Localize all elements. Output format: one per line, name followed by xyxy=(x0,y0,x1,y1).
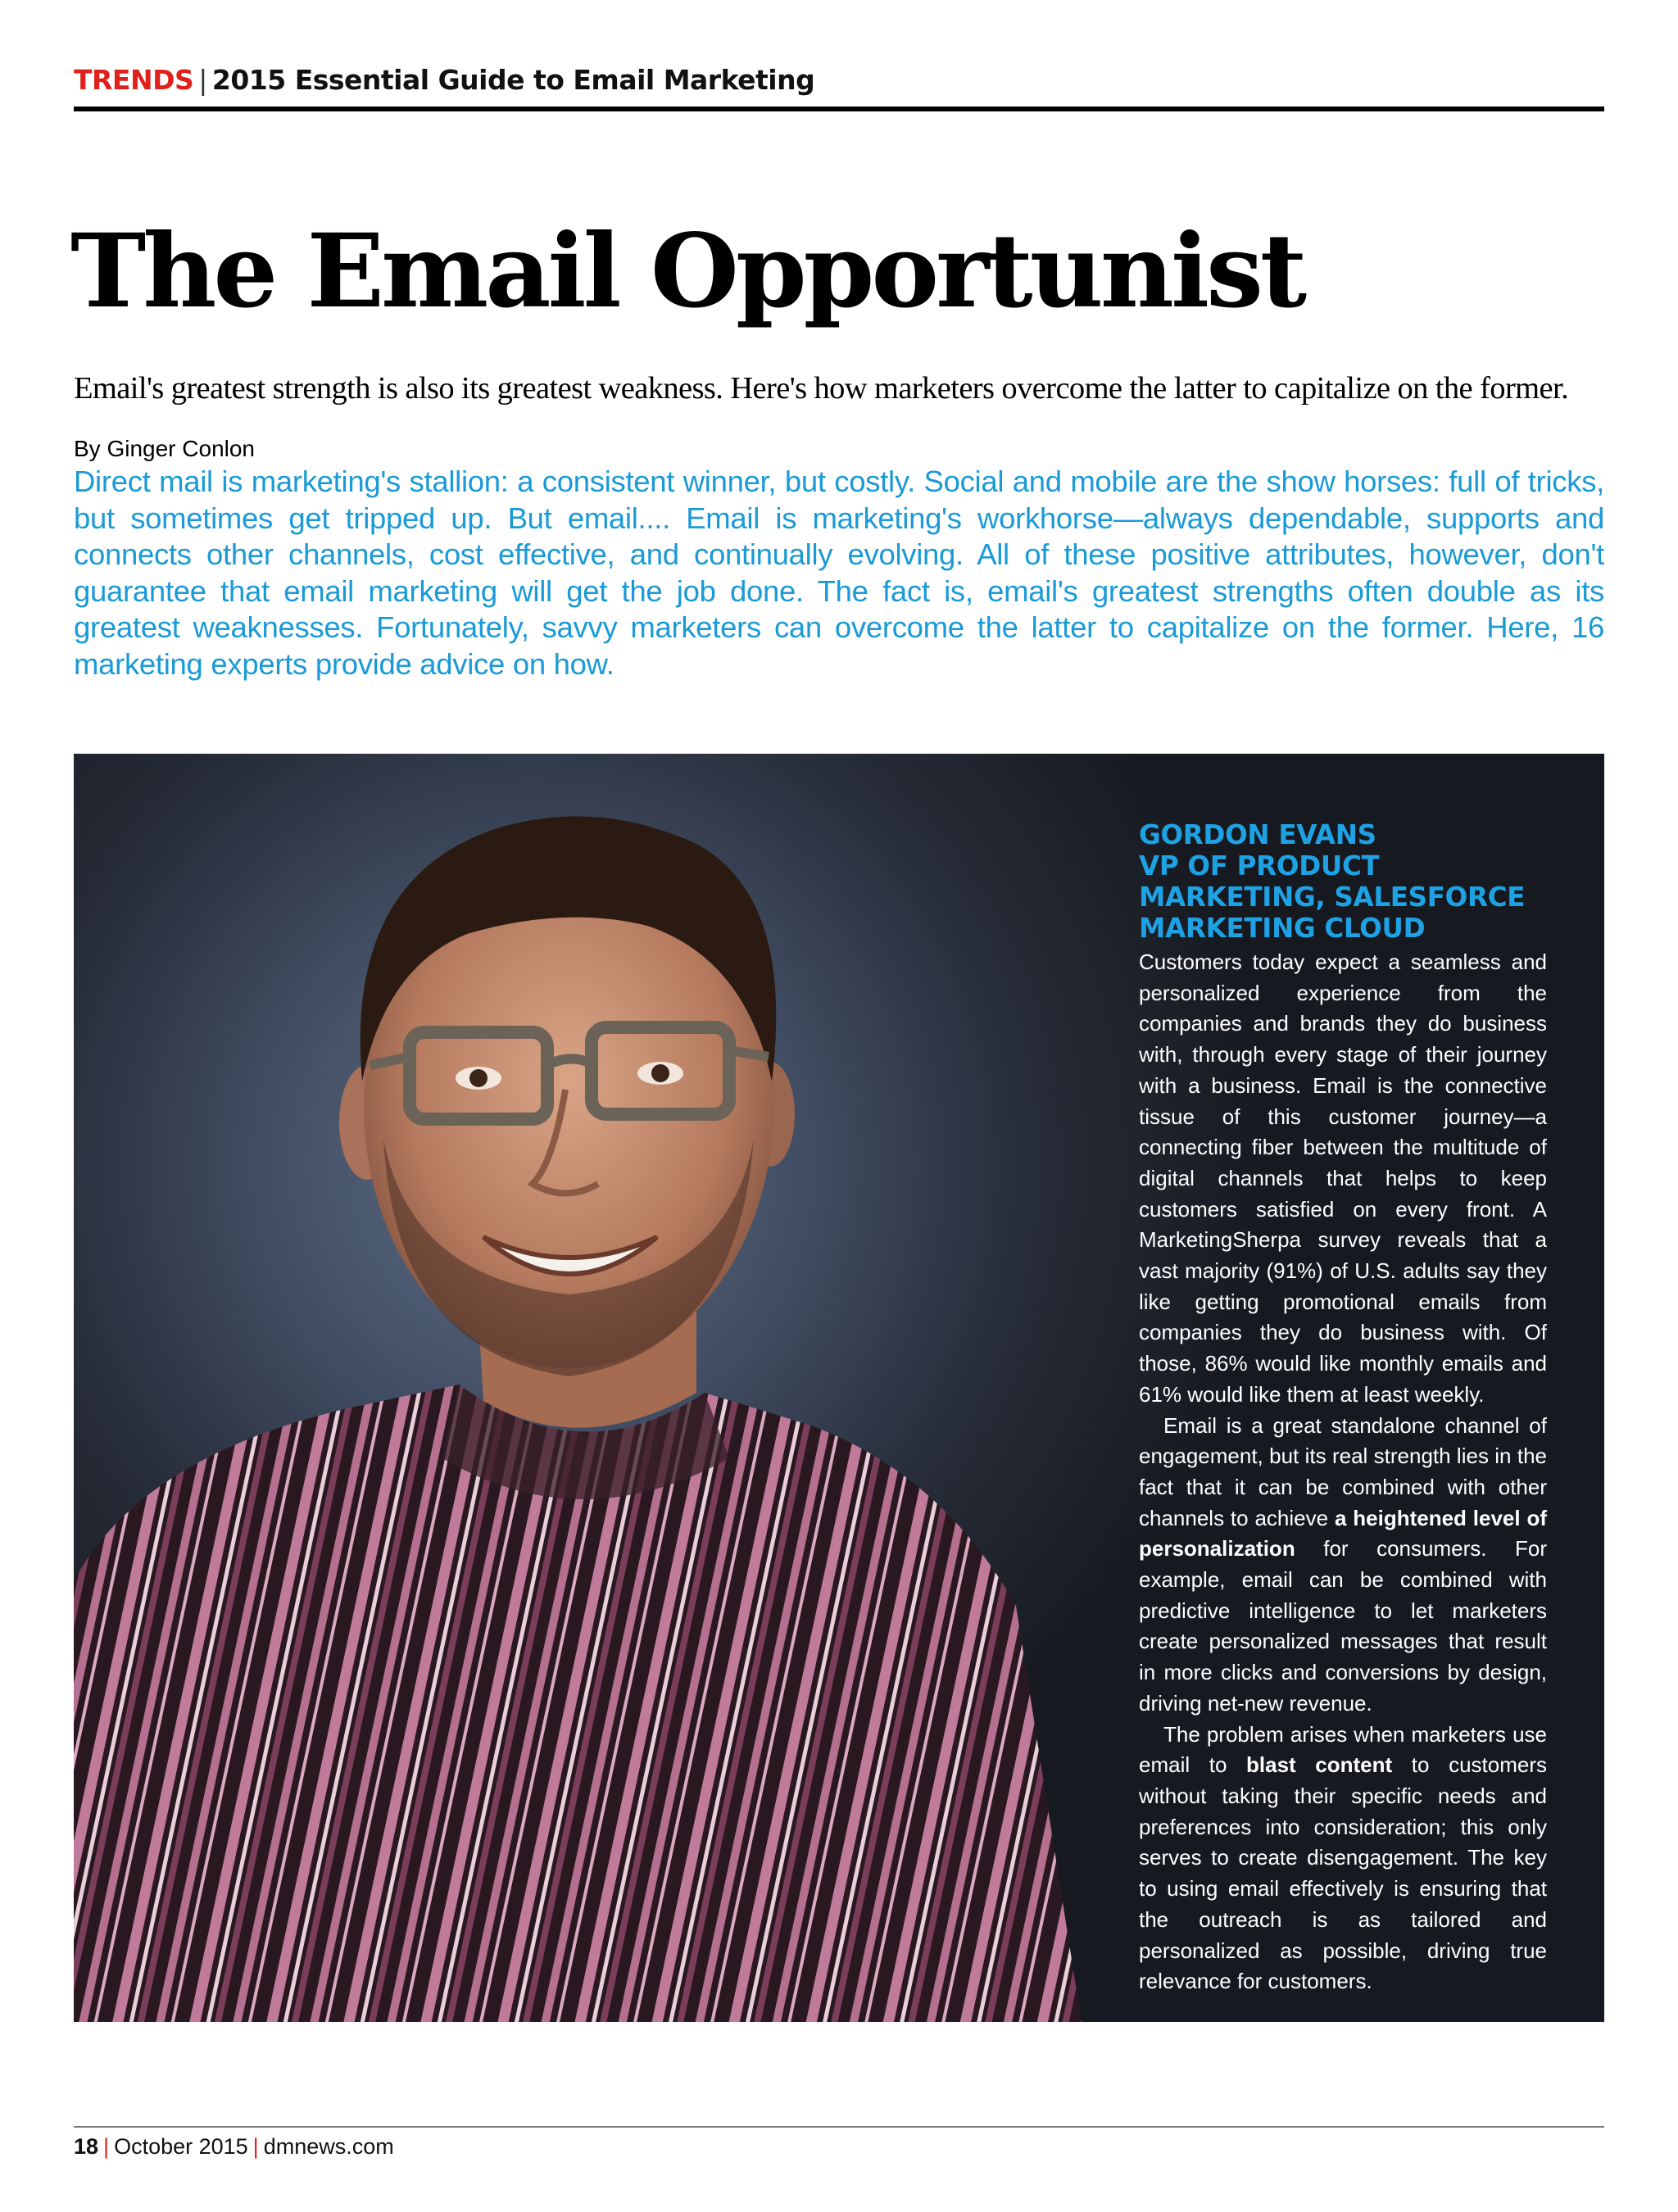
page-number: 18 xyxy=(74,2134,99,2159)
expert-role-line-2: MARKETING, SALESFORCE xyxy=(1139,882,1526,913)
footer-separator: | xyxy=(252,2134,259,2159)
quote-paragraph-3 xyxy=(1139,1720,1547,1997)
photo-panel xyxy=(74,754,1604,2022)
issue-date: October 2015 xyxy=(114,2134,248,2159)
quote-text: The problem arises when marketers use email to xyxy=(1139,1721,1547,1778)
header-rule xyxy=(74,107,1604,111)
running-header xyxy=(74,64,1604,96)
quote-text: for consumers. For example, email can be combined with predictive intelligence to let marketers create personalized messages that result in more clicks and conversions by design, driving net-new revenue. xyxy=(1139,1536,1547,1716)
expert-role-line-1: VP OF PRODUCT xyxy=(1139,850,1380,882)
article-title: The Email Opportunist xyxy=(70,212,1304,331)
quote-paragraph-2 xyxy=(1139,1411,1547,1720)
quote-emphasis: a heightened level of personalization xyxy=(1139,1505,1547,1562)
intro-paragraph: Direct mail is marketing's stallion: a consistent winner, but costly. Social and mobile are the show horses: full of tricks, but sometimes get tripped up. But email.... Email is marketing's workhorse—always dependable, supports and connects other channels, cost effective, and continually evolving. All of these positive attributes, however, don't guarantee that email marketing will get the job done. The fact is, email's greatest strengths often double as its greatest weaknesses. Fortunately, savvy marketers can overcome the latter to capitalize on the former. Here, 16 marketing experts provide advice on how. xyxy=(74,465,1604,681)
section-label: TRENDS xyxy=(74,64,194,96)
expert-quote xyxy=(1139,947,1547,1997)
expert-name: GORDON EVANS xyxy=(1139,819,1376,850)
header-separator: | xyxy=(198,64,207,96)
expert-sidebar xyxy=(1139,819,1547,1997)
quote-paragraph-1: Customers today expect a seamless and personalized experience from the companies and brands they do business with, through every stage of their journey with a business. Email is the connective tissue of this customer journey—a connecting fiber between the multitude of digital channels that helps to keep customers satisfied on every front. A MarketingSherpa survey reveals that a vast majority (91%) of U.S. adults say they like getting promotional emails from companies they do business with. Of those, 86% would like monthly emails and 61% would like them at least weekly. xyxy=(1139,950,1547,1407)
expert-role-line-3: MARKETING CLOUD xyxy=(1139,913,1426,944)
article-dek: Email's greatest strength is also its greatest weakness. Here's how marketers overcome the latter to capitalize on the former. xyxy=(74,371,1569,406)
byline: By Ginger Conlon xyxy=(74,436,256,461)
publication-title: 2015 Essential Guide to Email Marketing xyxy=(211,64,815,96)
footer-rule xyxy=(74,2126,1604,2128)
site-link[interactable]: dmnews.com xyxy=(263,2134,394,2159)
footer-separator: | xyxy=(103,2134,110,2159)
quote-text: Email is a great standalone channel of engagement, but its real strength lies in the fact that it can be combined with other channels to achieve xyxy=(1139,1412,1547,1530)
quote-text: to customers without taking their specific needs and preferences into consideration; this only serves to create disengagement. The key to using email effectively is ensuring that the outreach is as tailored and personalized as possible, driving true relevance for customers. xyxy=(1139,1752,1547,1994)
quote-emphasis: blast content xyxy=(1246,1752,1393,1778)
page-footer xyxy=(74,2134,394,2160)
